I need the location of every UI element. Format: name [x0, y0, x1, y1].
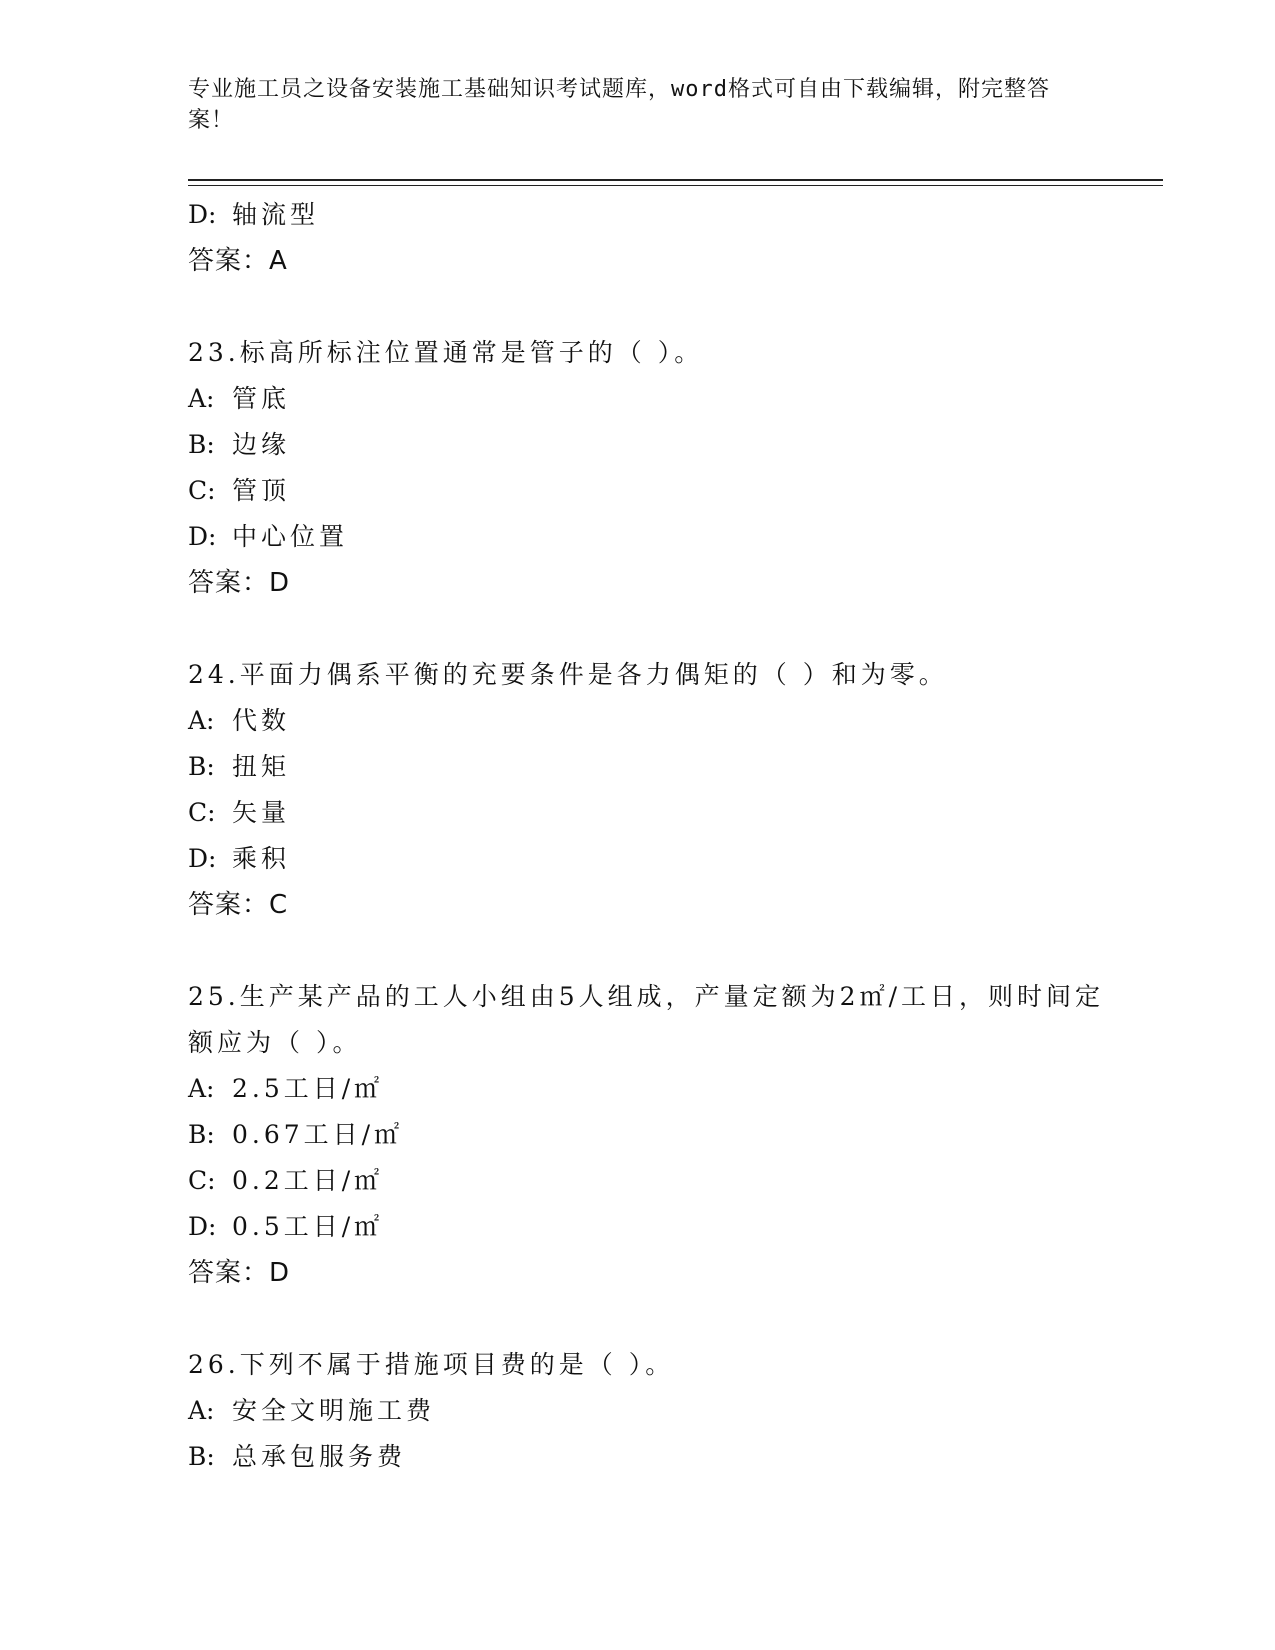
header-rule-thin	[188, 185, 1163, 186]
question-stem: 23.标高所标注位置通常是管子的（ ）。	[188, 338, 704, 367]
option-text: 管底	[232, 384, 291, 413]
option-letter: A:	[188, 706, 215, 735]
option-letter: B:	[188, 1120, 215, 1149]
option-c	[188, 790, 1118, 836]
option-d	[188, 192, 1118, 238]
option-text: 边缘	[232, 430, 291, 459]
option-letter: D:	[188, 844, 217, 873]
option-text: 0.5工日/㎡	[232, 1212, 384, 1241]
option-text: 安全文明施工费	[232, 1396, 436, 1425]
option-letter: C:	[188, 798, 216, 827]
option-letter: A:	[188, 384, 215, 413]
option-a	[188, 1388, 1118, 1434]
question-list	[188, 192, 1118, 1480]
option-c	[188, 1158, 1118, 1204]
question-block	[188, 192, 1118, 284]
option-letter: D:	[188, 1212, 217, 1241]
question-stem: 25.生产某产品的工人小组由5人组成，产量定额为2㎡/工日，则时间定额应为（ ）。	[188, 982, 1104, 1057]
option-text: 中心位置	[232, 522, 349, 551]
option-letter: C:	[188, 476, 216, 505]
option-text: 2.5工日/㎡	[232, 1074, 384, 1103]
spacer	[188, 928, 1118, 974]
answer-line: 答案：D	[188, 1258, 291, 1288]
option-b	[188, 422, 1118, 468]
document-header: 专业施工员之设备安装施工基础知识考试题库，word格式可自由下载编辑，附完整答案！	[188, 77, 1050, 133]
option-text: 扭矩	[232, 752, 291, 781]
option-text: 矢量	[232, 798, 291, 827]
option-text: 乘积	[232, 844, 291, 873]
option-letter: B:	[188, 1442, 215, 1471]
question-stem: 26.下列不属于措施项目费的是（ ）。	[188, 1350, 675, 1379]
option-a	[188, 376, 1118, 422]
option-a	[188, 698, 1118, 744]
question-block	[188, 974, 1118, 1296]
option-letter: D:	[188, 522, 217, 551]
answer-line: 答案：D	[188, 568, 291, 598]
option-letter: C:	[188, 1166, 216, 1195]
option-text: 总承包服务费	[232, 1442, 407, 1471]
option-c	[188, 468, 1118, 514]
option-text: 轴流型	[232, 200, 320, 229]
option-a	[188, 1066, 1118, 1112]
option-b	[188, 1434, 1118, 1480]
header-rule-thick	[188, 179, 1163, 181]
option-text: 代数	[232, 706, 291, 735]
option-letter: B:	[188, 752, 215, 781]
option-d	[188, 1204, 1118, 1250]
option-letter: A:	[188, 1074, 215, 1103]
option-text: 管顶	[232, 476, 291, 505]
spacer	[188, 606, 1118, 652]
option-b	[188, 1112, 1118, 1158]
question-block	[188, 330, 1118, 606]
question-stem: 24.平面力偶系平衡的充要条件是各力偶矩的（ ）和为零。	[188, 660, 948, 689]
question-block	[188, 652, 1118, 928]
option-letter: B:	[188, 430, 215, 459]
option-letter: A:	[188, 1396, 215, 1425]
spacer	[188, 284, 1118, 330]
option-d	[188, 836, 1118, 882]
question-block	[188, 1342, 1118, 1480]
answer-line: 答案：A	[188, 246, 288, 276]
option-text: 0.67工日/㎡	[232, 1120, 404, 1149]
answer-line: 答案：C	[188, 890, 289, 920]
option-letter: D:	[188, 200, 217, 229]
option-d	[188, 514, 1118, 560]
option-b	[188, 744, 1118, 790]
spacer	[188, 1296, 1118, 1342]
option-text: 0.2工日/㎡	[232, 1166, 384, 1195]
